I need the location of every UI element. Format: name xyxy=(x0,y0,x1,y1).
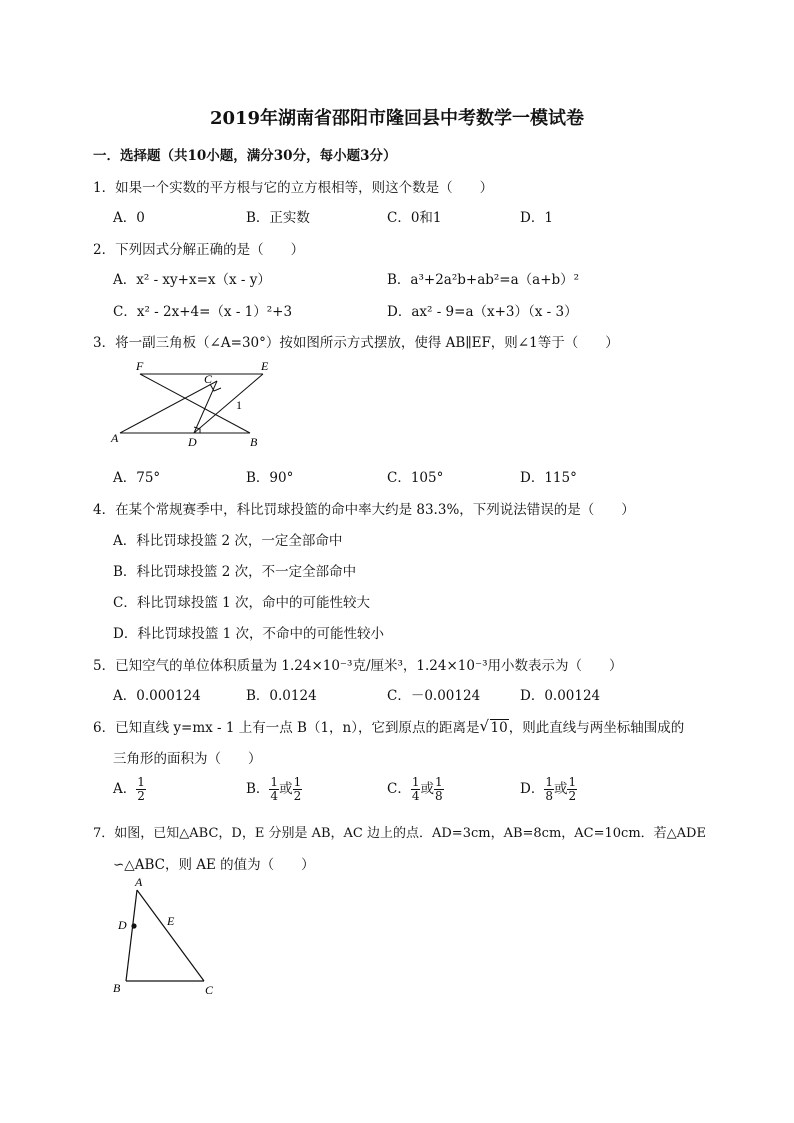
q3-triangle-figure xyxy=(108,358,278,450)
q6-d-label: D． xyxy=(520,781,545,797)
q6-b-or: 或 xyxy=(279,781,293,797)
q6-option-b xyxy=(246,776,302,803)
exam-title: 2019年湖南省邵阳市隆回县中考数学一模试卷 xyxy=(209,108,585,129)
label-c: C xyxy=(204,372,213,386)
section-heading: 一．选择题（共10小题，满分30分，每小题3分） xyxy=(93,148,397,164)
q4-option-b: B．科比罚球投篮 2 次，不一定全部命中 xyxy=(113,564,357,580)
question-5-stem: 5．已知空气的单位体积质量为 1.24×10⁻³克/厘米³，1.24×10⁻³用小数表示为（ ） xyxy=(93,658,623,674)
q6-c-fraction-1: $\frac{1}{4}$ xyxy=(411,775,420,803)
q2-option-a: A．x² - xy+x=x（x - y） xyxy=(113,272,271,288)
q6-b-fraction-1: $\frac{1}{4}$ xyxy=(270,775,279,803)
q6-stem-part1: 6．已知直线 y=mx - 1 上有一点 B（1，n），它到原点的距离是 xyxy=(93,720,480,736)
label-d: D xyxy=(118,918,127,932)
q6-c-fraction-2: $\frac{1}{8}$ xyxy=(434,775,443,803)
q6-stem-part2: ，则此直线与两坐标轴围成的 xyxy=(508,720,685,736)
q5-option-d: D．0.00124 xyxy=(520,688,601,704)
q6-d-fraction-2: $\frac{1}{2}$ xyxy=(568,775,577,803)
question-7-stem: 7．如图，已知△ABC，D，E 分别是 AB，AC 边上的点．AD=3cm，AB=8cm，AC=10cm．若△ADE xyxy=(93,826,706,841)
q1-option-b: B．正实数 xyxy=(246,210,310,226)
question-1-stem: 1．如果一个实数的平方根与它的立方根相等，则这个数是（ ） xyxy=(93,180,494,196)
q2-option-d: D．ax² - 9=a（x+3）（x - 3） xyxy=(387,304,578,320)
point-d-dot xyxy=(131,923,136,928)
q6-a-fraction: $\frac{1}{2}$ xyxy=(137,775,145,803)
q2-option-b: B．a³+2a²b+ab²=a（a+b）² xyxy=(387,272,580,288)
q3-option-c: C．105° xyxy=(387,470,444,486)
q6-b-label: B． xyxy=(246,781,270,797)
label-e: E xyxy=(261,359,269,373)
q6-a-label: A． xyxy=(113,781,137,797)
q1-option-a: A．0 xyxy=(113,210,145,226)
label-b: B xyxy=(250,435,258,449)
q6-b-fraction-2: $\frac{1}{2}$ xyxy=(293,775,302,803)
label-f: F xyxy=(136,359,144,373)
q4-option-a: A．科比罚球投篮 2 次，一定全部命中 xyxy=(113,533,343,549)
q7-triangle-figure xyxy=(108,875,228,1000)
q6-sqrt: √ 10 xyxy=(479,717,508,736)
q6-option-a xyxy=(113,776,146,803)
label-b: B xyxy=(113,981,121,995)
q5-option-a: A．0.000124 xyxy=(113,688,201,704)
q3-option-b: B．90° xyxy=(246,470,294,486)
label-c: C xyxy=(205,983,214,997)
q5-option-c: C．－0.00124 xyxy=(387,688,481,704)
question-4-stem: 4．在某个常规赛季中，科比罚球投篮的命中率大约是 83.3%，下列说法错误的是（ ） xyxy=(93,502,635,518)
q6-radicand: 10 xyxy=(490,720,508,736)
q6-d-fraction-1: $\frac{1}{8}$ xyxy=(545,775,553,803)
q1-option-d: D．1 xyxy=(520,210,553,226)
q6-c-or: 或 xyxy=(420,781,434,797)
q7-stem-line2: ∽△ABC，则 AE 的值为（ ） xyxy=(113,857,315,873)
label-a: A xyxy=(111,431,119,445)
label-e: E xyxy=(167,914,175,928)
q6-d-or: 或 xyxy=(553,781,568,797)
side-ab xyxy=(126,890,137,981)
q4-option-d: D．科比罚球投篮 1 次，不命中的可能性较小 xyxy=(113,626,384,642)
q6-stem-line2: 三角形的面积为（ ） xyxy=(113,751,262,767)
question-3-stem: 3．将一副三角板（∠A=30°）按如图所示方式摆放，使得 AB∥EF，则∠1等于（ ） xyxy=(93,335,619,351)
q6-c-label: C． xyxy=(387,781,411,797)
q3-option-a: A．75° xyxy=(113,470,161,486)
question-2-stem: 2．下列因式分解正确的是（ ） xyxy=(93,242,305,258)
q6-option-c xyxy=(387,776,444,803)
label-d: D xyxy=(188,435,197,449)
line-fb xyxy=(140,374,250,433)
label-angle-1: 1 xyxy=(236,398,242,412)
label-a: A xyxy=(135,875,143,889)
question-6-stem xyxy=(93,716,684,736)
q6-option-d xyxy=(520,776,577,803)
q3-option-d: D．115° xyxy=(520,470,577,486)
q4-option-c: C．科比罚球投篮 1 次，命中的可能性较大 xyxy=(113,595,371,611)
q2-option-c: C．x² - 2x+4=（x - 1）²+3 xyxy=(113,304,293,320)
q1-option-c: C．0和1 xyxy=(387,210,442,226)
side-ac xyxy=(137,890,204,981)
q5-option-b: B．0.0124 xyxy=(246,688,317,704)
line-cd xyxy=(194,381,217,433)
